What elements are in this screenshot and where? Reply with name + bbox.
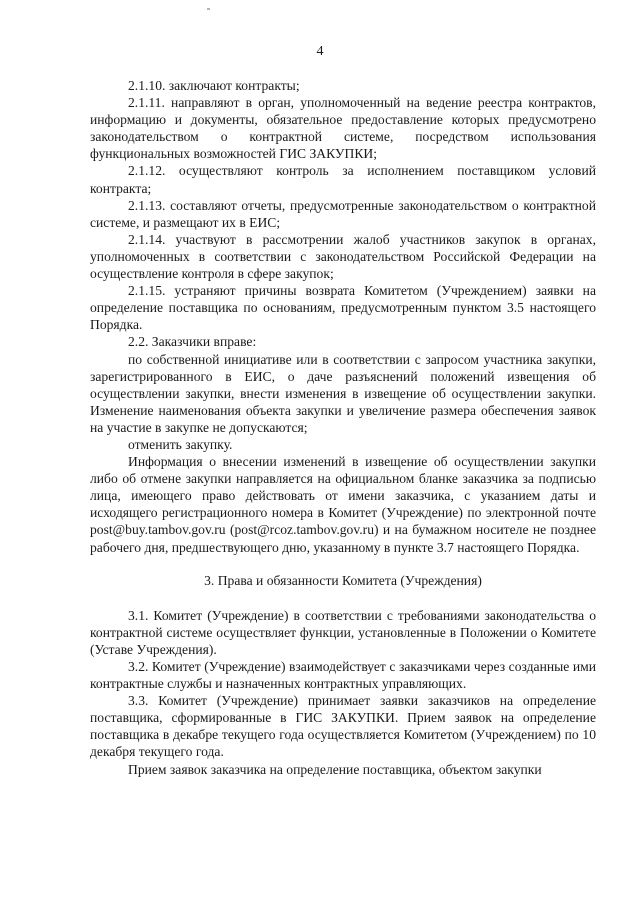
paragraph-3-3-continued: Прием заявок заказчика на определение поставщика, объектом закупки bbox=[128, 761, 542, 777]
paragraph-2-1-11: 2.1.11. направляют в орган, уполномоченный на ведение реестра контрактов, информацию и документы, обязательное предоставление которых предусмотрено законодательством о контрактной системе, посредством использования функциональных возможностей ГИС ЗАКУПКИ; bbox=[90, 95, 596, 162]
paragraph-2-2: 2.2. Заказчики вправе: bbox=[128, 334, 257, 350]
paragraph-information: Информация о внесении изменений в извещение об осуществлении закупки либо об отмене закупки направляется на официальном бланке заказчика за подписью лица, имеющего право действовать от имени заказчика, с указанием даты и исходящего регистрационного номера в Комитет (Учреждение) по электронной почте post@buy.tambov.gov.ru (post@rcoz.tambov.gov.ru) и на бумажном носителе не позднее рабочего дня, предшествующего дню, указанному в пункте 3.7 настоящего Порядка. bbox=[90, 454, 596, 555]
paragraph-3-1: 3.1. Комитет (Учреждение) в соответствии с требованиями законодательства о контрактной системе осуществляет функции, установленные в Положении о Комитете (Уставе Учреждения). bbox=[90, 607, 596, 657]
paragraph-2-2-item-1: по собственной инициативе или в соответствии с запросом участника закупки, зарегистрированного в ЕИС, о даче разъяснений положений извещения об осуществлении закупки, внести изменения в извещение об осуществлении закупки. Изменение наименования объекта закупки и увеличение размера обеспечения заявок на участие в закупке не допускаются; bbox=[90, 351, 596, 435]
paragraph-2-2-item-2: отменить закупку. bbox=[128, 436, 233, 452]
paragraph-3-3: 3.3. Комитет (Учреждение) принимает заявки заказчиков на определение поставщика, сформированные в ГИС ЗАКУПКИ. Прием заявок на определение поставщика в декабре текущего года осуществляется Комитетом (Учреждением) по 10 декабря текущего года. bbox=[90, 693, 596, 760]
paragraph-2-1-12: 2.1.12. осуществляют контроль за исполнением поставщиком условий контракта; bbox=[90, 163, 596, 196]
page-number: 4 bbox=[316, 44, 324, 59]
paragraph-3-2: 3.2. Комитет (Учреждение) взаимодействует с заказчиками через созданные ими контрактные службы и назначенных контрактных управляющих. bbox=[90, 659, 596, 692]
paragraph-2-1-10: 2.1.10. заключают контракты; bbox=[128, 78, 300, 93]
section-title: 3. Права и обязанности Комитета (Учреждения) bbox=[204, 572, 482, 588]
scan-mark bbox=[207, 8, 210, 10]
paragraph-2-1-13: 2.1.13. составляют отчеты, предусмотренные законодательством о контрактной системе, и размещают их в ЕИС; bbox=[90, 197, 596, 230]
paragraph-2-1-14: 2.1.14. участвуют в рассмотрении жалоб участников закупок в органах, уполномоченных в соответствии с законодательством Российской Федерации на осуществление контроля в сфере закупок; bbox=[90, 231, 596, 282]
document-body bbox=[90, 77, 596, 778]
paragraph-2-1-15: 2.1.15. устраняют причины возврата Комитетом (Учреждением) заявки на определение поставщика по основаниям, предусмотренным пунктом 3.5 настоящего Порядка. bbox=[90, 283, 596, 333]
